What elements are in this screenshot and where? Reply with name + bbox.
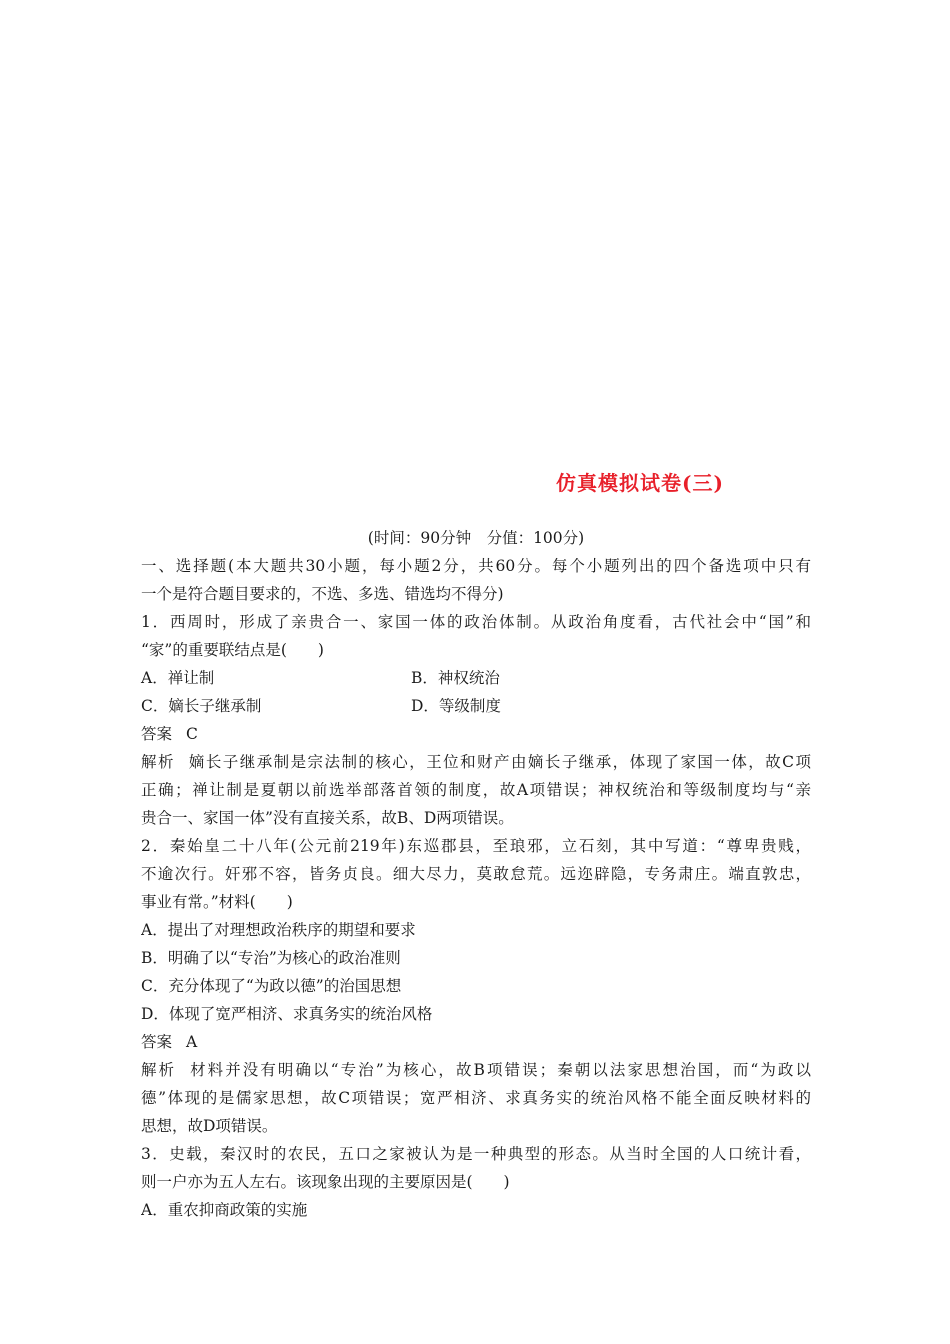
exam-title: 仿真模拟试卷(三) bbox=[556, 471, 724, 495]
question-stem-line: 1．西周时，形成了亲贵合一、家国一体的政治体制。从政治角度看，古代社会中“国”和 bbox=[141, 613, 811, 631]
answer-label: 答案 bbox=[141, 725, 173, 743]
answer-value: C bbox=[186, 725, 198, 743]
option-a: A．重农抑商政策的实施 bbox=[141, 1201, 308, 1219]
option-a: A．提出了对理想政治秩序的期望和要求 bbox=[141, 921, 416, 939]
option-b: B．明确了以“专治”为核心的政治准则 bbox=[141, 949, 401, 967]
question-2 bbox=[141, 832, 811, 1140]
analysis-text: 嫡长子继承制是宗法制的核心，王位和财产由嫡长子继承，体现了家国一体，故C项 bbox=[188, 753, 811, 771]
answer-line bbox=[141, 1028, 811, 1056]
section-intro bbox=[141, 552, 811, 608]
question-stem-line: 则一户亦为五人左右。该现象出现的主要原因是( ) bbox=[141, 1173, 510, 1191]
option-c: C．嫡长子继承制 bbox=[141, 697, 262, 715]
question-1 bbox=[141, 608, 811, 832]
analysis-line: 正确；禅让制是夏朝以前选举部落首领的制度，故A项错误；神权统治和等级制度均与“亲 bbox=[141, 781, 811, 799]
analysis-line bbox=[141, 1056, 811, 1084]
question-stem-line: 3．史载，秦汉时的农民，五口之家被认为是一种典型的形态。从当时全国的人口统计看， bbox=[141, 1145, 811, 1163]
analysis-line: 德”体现的是儒家思想，故C项错误；宽严相济、求真务实的统治风格不能全面反映材料的 bbox=[141, 1089, 811, 1107]
option-row bbox=[141, 664, 811, 692]
analysis-text: 材料并没有明确以“专治”为核心，故B项错误；秦朝以法家思想治国，而“为政以 bbox=[190, 1061, 811, 1079]
question-stem-line: 不逾次行。奸邪不容，皆务贞良。细大尽力，莫敢怠荒。远迩辟隐，专务肃庄。端直敦忠， bbox=[141, 865, 811, 883]
question-3 bbox=[141, 1140, 811, 1224]
analysis-label: 解析 bbox=[141, 753, 175, 771]
analysis-label: 解析 bbox=[141, 1061, 177, 1079]
answer-label: 答案 bbox=[141, 1033, 173, 1051]
section-intro-line: 一个是符合题目要求的，不选、多选、错选均不得分) bbox=[141, 585, 504, 603]
section-intro-line: 一、选择题(本大题共30小题，每小题2分，共60分。每个小题列出的四个备选项中只有 bbox=[141, 557, 811, 575]
option-d: D．体现了宽严相济、求真务实的统治风格 bbox=[141, 1005, 433, 1023]
analysis-line: 思想，故D项错误。 bbox=[141, 1117, 278, 1135]
option-d: D．等级制度 bbox=[411, 697, 501, 715]
option-b: B．神权统治 bbox=[411, 669, 500, 687]
question-stem-line: 事业有常。”材料( ) bbox=[141, 893, 293, 911]
question-stem-line: 2．秦始皇二十八年(公元前219年)东巡郡县，至琅邪，立石刻，其中写道：“尊卑贵贱， bbox=[141, 837, 811, 855]
exam-content bbox=[141, 524, 811, 1224]
exam-meta: (时间：90分钟 分值：100分) bbox=[367, 529, 585, 547]
option-c: C．充分体现了“为政以德”的治国思想 bbox=[141, 977, 402, 995]
answer-line bbox=[141, 720, 811, 748]
option-row bbox=[141, 692, 811, 720]
answer-value: A bbox=[186, 1033, 198, 1051]
option-a: A．禅让制 bbox=[141, 669, 215, 687]
question-stem-line: “家”的重要联结点是( ) bbox=[141, 641, 324, 659]
analysis-line: 贵合一、家国一体”没有直接关系，故B、D两项错误。 bbox=[141, 809, 514, 827]
analysis-line bbox=[141, 748, 811, 776]
